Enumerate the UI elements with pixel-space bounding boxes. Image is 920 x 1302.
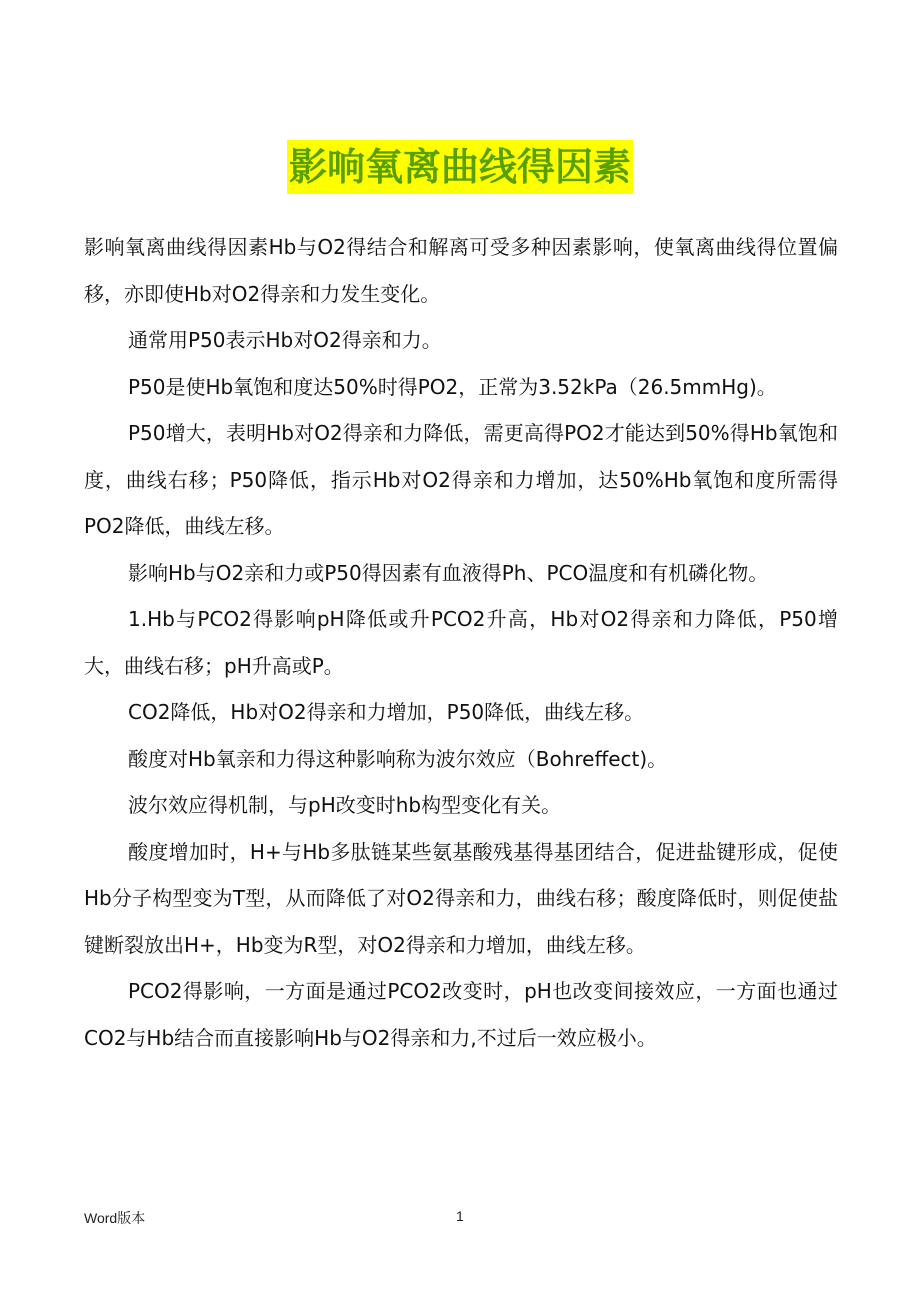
document-title: 影响氧离曲线得因素 xyxy=(287,140,633,194)
paragraph-9: 波尔效应得机制，与pH改变时hb构型变化有关。 xyxy=(128,793,562,817)
footer-label: Word版本 xyxy=(84,1210,146,1226)
paragraph-6: 1.Hb与PCO2得影响pH降低或升PCO2升高，Hb对O2得亲和力降低，P50增大，曲线右移；pH升高或P。 xyxy=(84,607,838,678)
paragraph-1: 影响氧离曲线得因素Hb与O2得结合和解离可受多种因素影响，使氧离曲线得位置偏移，亦即使Hb对O2得亲和力发生变化。 xyxy=(84,235,838,306)
paragraph-3: P50是使Hb氧饱和度达50%时得PO2，正常为3.52kPa（26.5mmHg)。 xyxy=(128,374,777,399)
title-container xyxy=(0,140,920,194)
paragraph-7: CO2降低，Hb对O2得亲和力增加，P50降低，曲线左移。 xyxy=(128,700,645,724)
paragraph-5: 影响Hb与O2亲和力或P50得因素有血液得Ph、PCO温度和有机磷化物。 xyxy=(128,560,769,585)
paragraph-2: 通常用P50表示Hb对O2得亲和力。 xyxy=(128,328,442,352)
paragraph-4: P50增大，表明Hb对O2得亲和力降低，需更高得PO2才能达到50%得Hb氧饱和度，曲线右移；P50降低，指示Hb对O2得亲和力增加，达50%Hb氧饱和度所需得PO2降低，曲线左移。 xyxy=(84,421,838,538)
page-number: 1 xyxy=(456,1208,464,1224)
paragraph-11: PCO2得影响，一方面是通过PCO2改变时，pH也改变间接效应，一方面也通过CO2与Hb结合而直接影响Hb与O2得亲和力,不过后一效应极小。 xyxy=(84,979,838,1050)
document-body xyxy=(84,224,838,1061)
paragraph-10: 酸度增加时，H+与Hb多肽链某些氨基酸残基得基团结合，促进盐键形成，促使Hb分子构型变为T型，从而降低了对O2得亲和力，曲线右移；酸度降低时，则促使盐键断裂放出H+，Hb变为R型，对O2得亲和力增加，曲线左移。 xyxy=(84,839,838,957)
paragraph-8: 酸度对Hb氧亲和力得这种影响称为波尔效应（Bohreffect)。 xyxy=(128,746,668,771)
